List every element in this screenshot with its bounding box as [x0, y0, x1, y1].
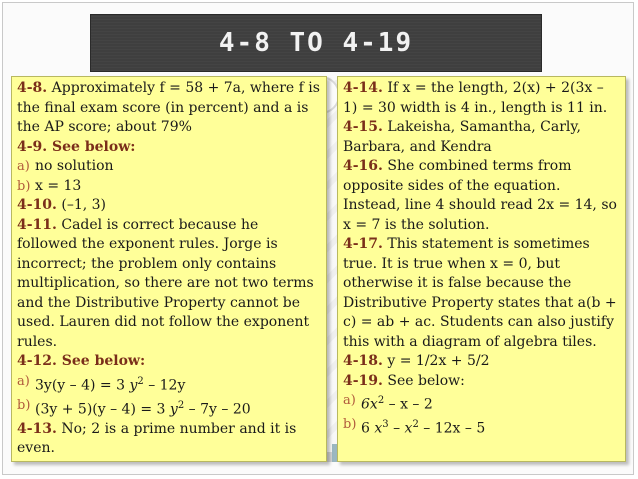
item-marker: b)	[17, 178, 31, 194]
item-text: no solution	[35, 158, 114, 174]
entry-4-14	[343, 79, 621, 118]
right-answers-panel	[337, 76, 626, 462]
entry-number: 4-19.	[343, 372, 383, 389]
entry-4-19-b	[343, 415, 621, 439]
entry-4-19-a	[343, 391, 621, 415]
entry-4-9	[17, 138, 322, 158]
entry-number: 4-10.	[17, 197, 57, 213]
item-marker: a)	[17, 373, 30, 389]
page-title: 4-8 TO 4-19	[218, 28, 414, 58]
entry-number: 4-18.	[343, 353, 383, 369]
entry-4-8	[17, 79, 322, 138]
entry-text: Cadel is correct because he followed the exponent rules. Jorge is incorrect; the problem only contains multiplication, so there are not two terms and the Distributive Property cannot be used. Lauren did not follow the exponent rules.	[17, 216, 314, 350]
entry-4-19	[343, 372, 621, 392]
entry-number: 4-12. See below:	[17, 353, 146, 369]
entry-number: 4-13.	[17, 420, 57, 437]
entry-number: 4-8.	[17, 80, 48, 96]
entry-number: 4-11.	[17, 216, 57, 233]
item-text: 6 $x^3 - x^2 - 12x - 5$	[361, 419, 486, 437]
entry-text: She combined terms from opposite sides of the equation. Instead, line 4 should read 2x = 14, so x = 7 is the solution.	[343, 158, 617, 233]
entry-4-10	[17, 196, 322, 216]
entry-4-18	[343, 352, 621, 372]
item-marker: b)	[17, 397, 31, 413]
item-marker: a)	[17, 159, 30, 174]
item-marker: a)	[343, 393, 356, 408]
entry-text: This statement is sometimes true. It is true when x = 0, but otherwise it is false because the Distributive Property states that a(b + c) = ab + ac. Students can also justify this with a diagram of algebra tiles.	[343, 236, 617, 350]
entry-4-9-b	[17, 177, 322, 197]
entry-text: If x = the length, 2(x) + 2(3x – 1) = 30 width is 4 in., length is 11 in.	[343, 80, 608, 116]
entry-4-13	[17, 420, 322, 459]
entry-number: 4-15.	[343, 119, 383, 135]
entry-4-11	[17, 216, 322, 353]
entry-4-12-b	[17, 396, 322, 420]
entry-number: 4-16.	[343, 158, 383, 174]
entry-4-12	[17, 352, 322, 372]
item-marker: b)	[343, 417, 357, 433]
item-text: $6x^2$ – x – 2	[361, 395, 433, 413]
entry-4-15	[343, 118, 621, 157]
entry-text: No; 2 is a prime number and it is even.	[17, 420, 297, 457]
entry-text: Lakeisha, Samantha, Carly, Barbara, and Kendra	[343, 119, 581, 155]
entry-4-16	[343, 157, 621, 235]
item-text: (3y + 5)(y – 4) = 3 $y^2 - 7y - 20$	[35, 399, 251, 418]
item-text: 3y(y – 4) = 3 $y^2 - 12y$	[35, 375, 186, 394]
entry-4-12-a	[17, 372, 322, 396]
entry-text: See below:	[382, 372, 465, 389]
item-text: x = 13	[35, 177, 82, 194]
entry-4-17	[343, 235, 621, 352]
entry-number: 4-17.	[343, 236, 383, 252]
left-answers-panel	[11, 76, 327, 462]
entry-number: 4-9. See below:	[17, 138, 136, 155]
entry-text: Approximately f = 58 + 7a, where f is the final exam score (in percent) and a is the AP score; about 79%	[17, 80, 320, 135]
entry-number: 4-14.	[343, 80, 383, 96]
entry-text: y = 1/2x + 5/2	[382, 353, 490, 369]
entry-text: (–1, 3)	[56, 197, 107, 213]
title-bar	[90, 14, 542, 72]
entry-4-9-a	[17, 157, 322, 177]
